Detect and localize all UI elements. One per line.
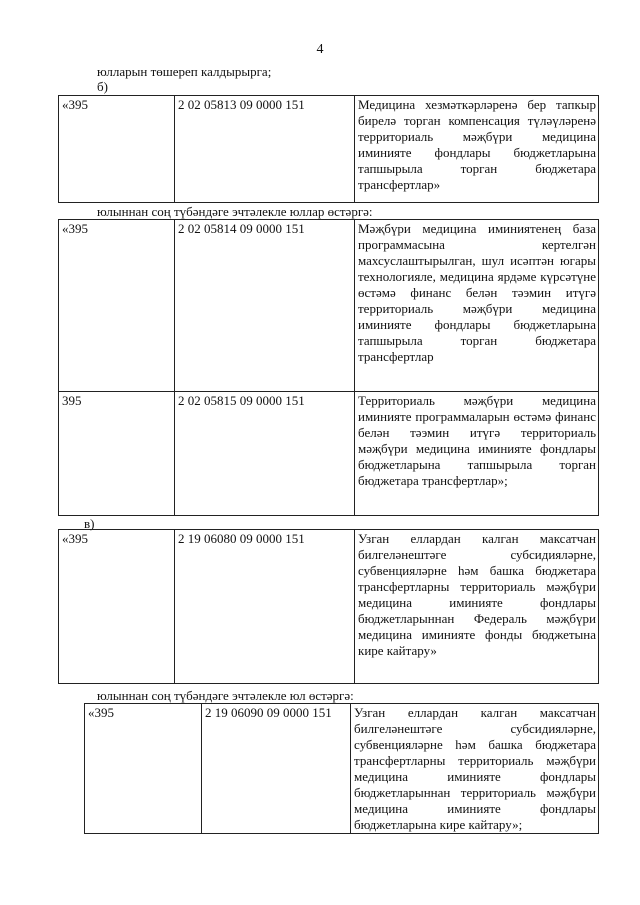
code-cell: «395 [59,96,175,203]
description-cell: Медицина хезмәткәрләренә бер тапкыр бирелә торган компенсация түләүләренә территориаль мәҗбүри медицина иминияте фондлары бюджетларына тапшырыла торган бюджетара трансфертлар» [355,96,599,203]
code-cell: 395 [59,392,175,516]
item-label-b: б) [97,79,108,94]
connector-text: юлыннан соң түбәндәге эчтәлекле юл өстәргә: [97,688,354,703]
table-row [59,220,599,392]
item-label-v: в) [84,516,95,531]
description-cell: Узган еллардан калган максатчан билгеләнештәге субсидияләрне, субвенцияләрне һәм башка бюджетара трансфертларны территориаль мәҗбүри медицина иминияте фондлары бюджетларыннан Федераль мәҗбүри медицина иминияте фонды бюджетына кире кайтару» [355,530,599,684]
description-cell: Мәҗбүри медицина иминиятенең база программасына кертелгән махсуслаштырылган, шул исәптән югары технологияле, медицина ярдәме күрсәтүне өстәмә финанс белән тәэмин итүгә территориаль мәҗбүри медицина иминияте фондлары бюджетларына тапшырыла торган бюджетара трансфертлар [355,220,599,392]
code-cell: «395 [59,530,175,684]
kbk-cell: 2 19 06090 09 0000 151 [202,704,351,834]
table-b2 [58,219,599,516]
description-cell: Узган еллардан калган максатчан билгеләнештәге субсидияләрне, субвенцияләрне һәм башка бюджетара трансфертларны территориаль мәҗбүри медицина иминияте фондлары бюджетларыннан территориаль мәҗбүри медицина иминияте фондлары бюджетларына кире кайтару»; [351,704,599,834]
kbk-cell: 2 02 05815 09 0000 151 [175,392,355,516]
kbk-cell: 2 02 05814 09 0000 151 [175,220,355,392]
table-b1 [58,95,599,203]
code-cell: «395 [85,704,202,834]
table-row [59,392,599,516]
kbk-cell: 2 19 06080 09 0000 151 [175,530,355,684]
intro-text [97,64,271,94]
connector-text: юлыннан соң түбәндәге эчтәлекле юллар өстәргә: [97,204,373,219]
table-row [59,96,599,203]
page-number: 4 [316,42,324,57]
description-cell: Территориаль мәҗбүри медицина иминияте программаларын өстәмә финанс белән тәэмин итүгә территориаль мәҗбүри медицина иминияте фондлары бюджетларына тапшырыла торган бюджетара трансфертлар»; [355,392,599,516]
code-cell: «395 [59,220,175,392]
table-row [59,530,599,684]
table-v2 [84,703,599,834]
table-v1 [58,529,599,684]
table-row [85,704,599,834]
kbk-cell: 2 02 05813 09 0000 151 [175,96,355,203]
intro-line: юлларын төшереп калдырырга; [97,64,272,79]
